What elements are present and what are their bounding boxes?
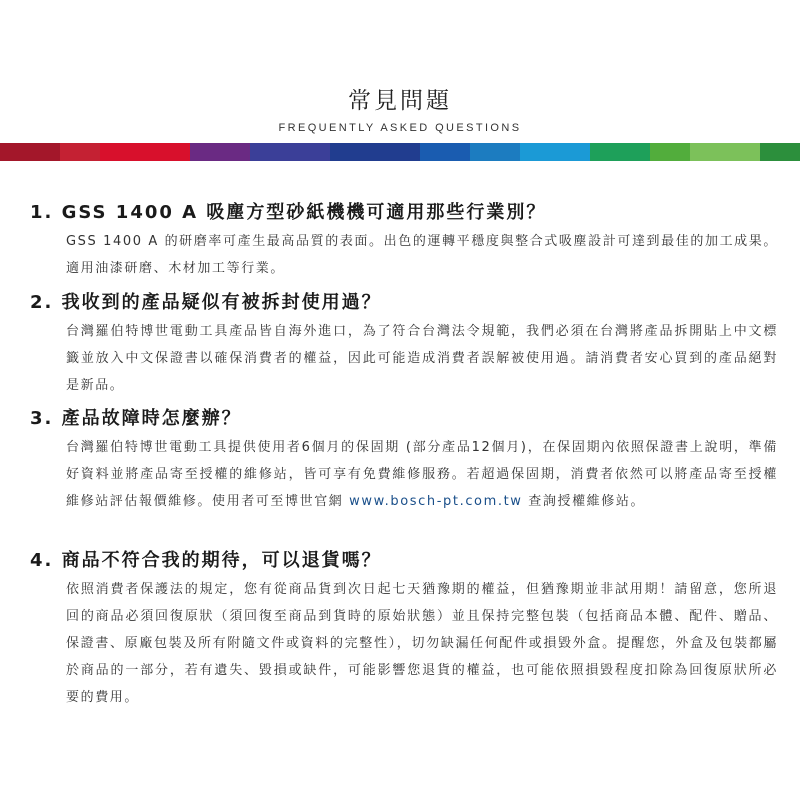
page-subtitle: FREQUENTLY ASKED QUESTIONS bbox=[278, 122, 522, 134]
faq-answer bbox=[66, 434, 778, 515]
faq-item bbox=[30, 290, 780, 399]
stripe-segment bbox=[250, 143, 330, 161]
stripe-segment bbox=[690, 143, 760, 161]
faq-question: 3. 產品故障時怎麼辦？ bbox=[30, 408, 242, 429]
faq-answer-text: 查詢授權維修站。 bbox=[522, 494, 646, 509]
faq-question: 2. 我收到的產品疑似有被拆封使用過？ bbox=[30, 292, 382, 313]
page-title: 常見問題 bbox=[348, 88, 452, 114]
stripe-segment bbox=[650, 143, 690, 161]
stripe-segment bbox=[470, 143, 520, 161]
stripe-segment bbox=[590, 143, 650, 161]
page-header bbox=[0, 86, 800, 134]
stripe-segment bbox=[190, 143, 250, 161]
faq-question: 4. 商品不符合我的期待，可以退貨嗎？ bbox=[30, 550, 382, 571]
faq-answer-text: 台灣羅伯特博世電動工具提供使用者6個月的保固期 (部分產品12個月)，在保固期內依照保證書上說明，準備好資料並將產品寄至授權的維修站，皆可享有免費維修服務。若超過保固期，消費者依然可以將產品寄至授權維修站評估報價維修。使用者可至博世官網 bbox=[66, 440, 778, 509]
faq-answer: GSS 1400 A 的研磨率可產生最高品質的表面。出色的運轉平穩度與整合式吸塵設計可達到最佳的加工成果。適用油漆研磨、木材加工等行業。 bbox=[66, 234, 778, 276]
stripe-segment bbox=[520, 143, 590, 161]
stripe-segment bbox=[0, 143, 60, 161]
stripe-segment bbox=[60, 143, 100, 161]
stripe-segment bbox=[330, 143, 420, 161]
faq-answer: 依照消費者保護法的規定，您有從商品貨到次日起七天猶豫期的權益，但猶豫期並非試用期！請留意，您所退回的商品必須回復原狀（須回復至商品到貨時的原始狀態）並且保持完整包裝（包括商品本體、配件、贈品、保證書、原廠包裝及所有附隨文件或資料的完整性），切勿缺漏任何配件或損毀外盒。提醒您，外盒及包裝都屬於商品的一部分，若有遺失、毀損或缺件，可能影響您退貨的權益，也可能依照損毀程度扣除為回復原狀所必要的費用。 bbox=[66, 582, 778, 705]
faq-item bbox=[30, 200, 780, 282]
faq-answer: 台灣羅伯特博世電動工具產品皆自海外進口，為了符合台灣法令規範，我們必須在台灣將產品拆開貼上中文標籤並放入中文保證書以確保消費者的權益，因此可能造成消費者誤解被使用過。請消費者安心買到的產品絕對是新品。 bbox=[66, 324, 778, 393]
stripe-segment bbox=[420, 143, 470, 161]
stripe-segment bbox=[760, 143, 800, 161]
faq-item bbox=[30, 548, 780, 711]
stripe-segment bbox=[100, 143, 190, 161]
faq-question: 1. GSS 1400 A 吸塵方型砂紙機機可適用那些行業別？ bbox=[30, 202, 547, 223]
faq-item bbox=[30, 406, 780, 515]
color-stripe bbox=[0, 143, 800, 161]
bosch-website-link[interactable]: www.bosch-pt.com.tw bbox=[349, 494, 523, 509]
